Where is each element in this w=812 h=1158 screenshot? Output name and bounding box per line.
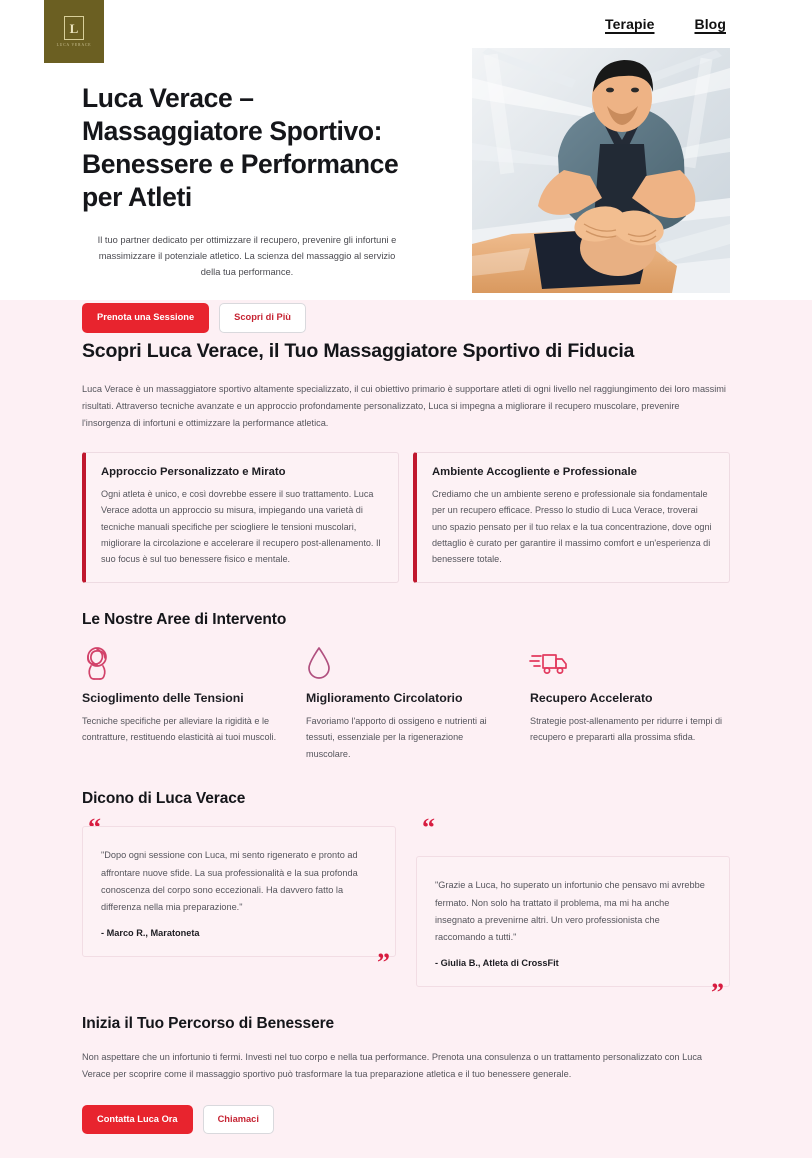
- quote-close-icon: ”: [377, 947, 390, 977]
- logo-monogram: L: [64, 16, 84, 40]
- content-wrapper: [0, 300, 812, 1134]
- about-heading: Scopri Luca Verace, il Tuo Massaggiatore Sportivo di Fiducia: [82, 340, 635, 362]
- cta-paragraph: Non aspettare che un infortunio ti fermi. Investi nel tuo corpo e nella tua performance. Prenota una consulenza o un trattamento personalizzato con Luca Verace per scoprire come il massaggio sportivo può trasformare la tua preparazione atletica e il tuo benessere generale.: [82, 1051, 703, 1079]
- testimonial-text: "Grazie a Luca, ho superato un infortunio che pensavo mi avrebbe fermato. Non solo ha trattato il problema, ma mi ha anche insegnato a prevenirne altri. Un vero professionista che raccomando a tutti.": [435, 880, 705, 942]
- nav-link-terapie[interactable]: Terapie: [605, 16, 655, 32]
- main-navigation: [605, 16, 726, 32]
- testimonials-group: [82, 813, 730, 1007]
- feature-card-text: Ogni atleta è unico, e così dovrebbe essere il suo trattamento. Luca Verace adotta un approccio su misura, impiegando una varietà di tecniche manuali specifiche per sciogliere le tensioni muscolari, migliorare la circolazione e accelerare il recupero post-allenamento. Il suo focus è sul tuo benessere fisico e mentale.: [101, 489, 381, 565]
- testimonials-heading: Dicono di Luca Verace: [82, 790, 246, 808]
- hero-title: Luca Verace – Massaggiatore Sportivo: Benessere e Performance per Atleti: [82, 83, 399, 212]
- about-paragraph: Luca Verace è un massaggiatore sportivo altamente specializzato, il cui obiettivo primario è supportare atleti di ogni livello nel raggiungimento dei loro massimi risultati. Attraverso tecniche avanzate e un approccio profondamente personalizzato, Luca si impegna a migliorare il recupero muscolare, prevenire l'insorgenza di infortuni e ottimizzare la performance atletica.: [82, 384, 726, 429]
- area-title: Miglioramento Circolatorio: [306, 690, 463, 705]
- area-item: [82, 645, 282, 763]
- testimonial-author: - Marco R., Maratoneta: [101, 927, 200, 938]
- contatta-luca-ora-button[interactable]: Contatta Luca Ora: [82, 1105, 193, 1134]
- logo-wordmark: LUCA VERACE: [56, 43, 92, 47]
- quote-close-icon: ”: [711, 977, 724, 1007]
- hero-subtitle: Il tuo partner dedicato per ottimizzare il recupero, prevenire gli infortuni e massimizzare il potenziale atletico. La scienza del massaggio al servizio della tua performance.: [97, 235, 397, 278]
- quote-open-icon: “: [422, 813, 435, 843]
- testimonial-card: [416, 856, 730, 986]
- testimonial-card: [82, 826, 396, 956]
- scopri-di-piu-button[interactable]: Scopri di Più: [219, 303, 306, 332]
- testimonial-column: [82, 826, 396, 977]
- feature-card-text: Crediamo che un ambiente sereno e professionale sia fondamentale per un recupero efficace. Presso lo studio di Luca Verace, troverai uno spazio pensato per il tuo relax e la tua concentrazione, dove ogni dettaglio è curato per garantire il massimo comfort e un'esperienza di benessere totale.: [432, 489, 712, 565]
- feature-card-group: [82, 452, 730, 583]
- testimonial-author: - Giulia B., Atleta di CrossFit: [435, 957, 559, 968]
- feature-card-title: Ambiente Accogliente e Professionale: [432, 466, 637, 479]
- area-title: Recupero Accelerato: [530, 690, 653, 705]
- nav-link-blog[interactable]: Blog: [694, 16, 726, 32]
- areas-group: [82, 645, 730, 763]
- main-content: [0, 300, 812, 1158]
- page-header: [0, 0, 812, 323]
- massage-illustration: [472, 48, 730, 293]
- prenota-sessione-button[interactable]: Prenota una Sessione: [82, 303, 209, 332]
- hero-content: [0, 60, 420, 333]
- areas-heading: Le Nostre Aree di Intervento: [82, 610, 287, 628]
- hero-section: [0, 60, 812, 333]
- feature-card: [413, 452, 730, 583]
- site-logo[interactable]: [44, 0, 104, 63]
- chiamaci-button[interactable]: Chiamaci: [203, 1105, 274, 1134]
- testimonial-column: [416, 813, 730, 1007]
- cta-heading: Inizia il Tuo Percorso di Benessere: [82, 1014, 335, 1032]
- area-item: [530, 645, 730, 763]
- area-title: Scioglimento delle Tensioni: [82, 690, 244, 705]
- area-text: Strategie post-allenamento per ridurre i tempi di recupero e prepararti alla prossima sfida.: [530, 715, 723, 743]
- feature-card: [82, 452, 399, 583]
- water-drop-icon: [306, 645, 506, 681]
- feature-card-title: Approccio Personalizzato e Mirato: [101, 466, 286, 479]
- hero-image: [472, 48, 730, 293]
- hero-button-group: [82, 303, 420, 332]
- area-text: Favoriamo l'apporto di ossigeno e nutrienti ai tessuti, essenziale per la rigenerazione muscolare.: [306, 715, 487, 759]
- testimonial-text: "Dopo ogni sessione con Luca, mi sento rigenerato e pronto ad affrontare nuove sfide. La sua professionalità e la sua profonda conoscenza del corpo sono eccezionali. Ha davvero fatto la differenza nella mia preparazione.": [101, 850, 358, 912]
- area-item: [306, 645, 506, 763]
- fast-truck-icon: [530, 645, 730, 681]
- cta-button-group: [82, 1105, 730, 1134]
- area-text: Tecniche specifiche per alleviare la rigidità e le contratture, restituendo elasticità ai tuoi muscoli.: [82, 715, 277, 743]
- muscle-knot-icon: [82, 645, 282, 681]
